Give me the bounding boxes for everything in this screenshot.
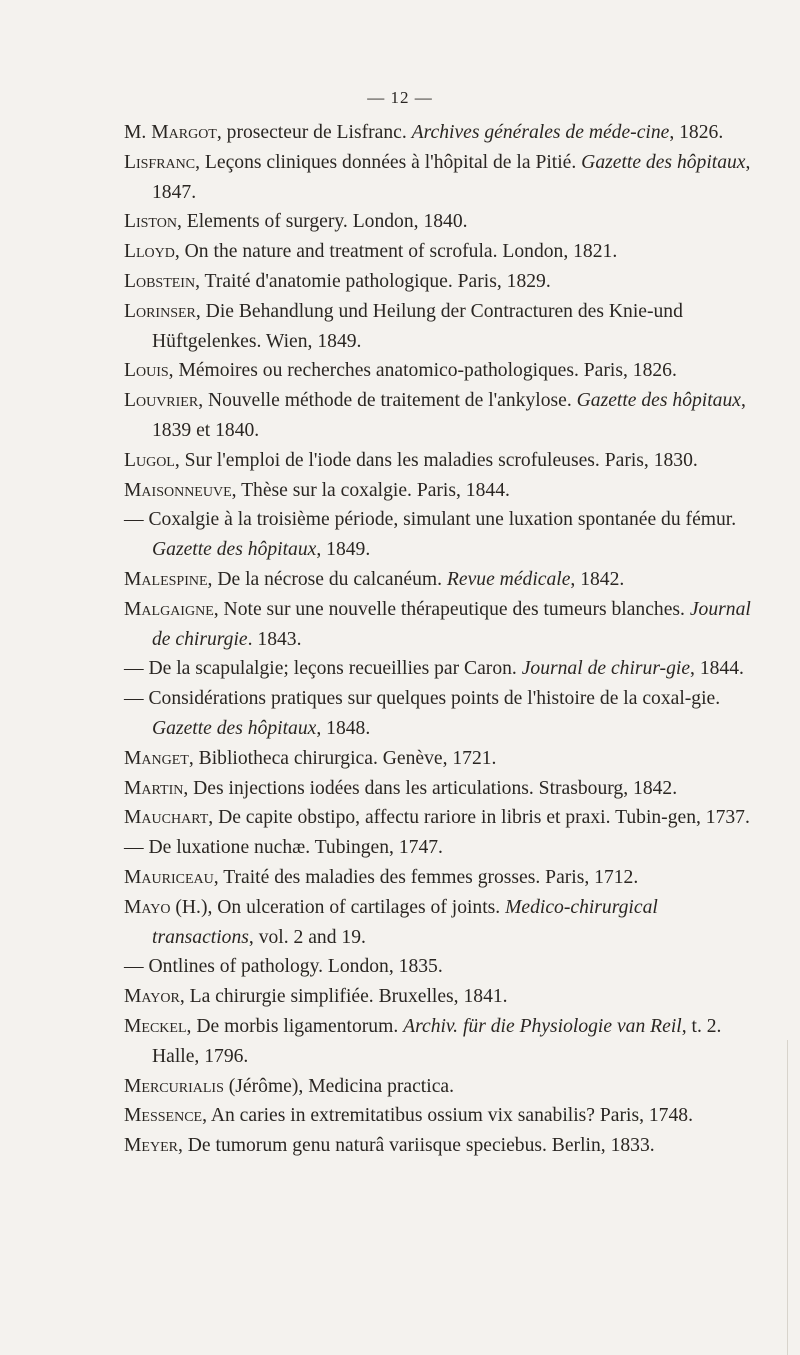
bibliography-entry: — De la scapulalgie; leçons recueillies par Caron. Journal de chirur-gie, 1844. <box>124 658 744 680</box>
bibliography-entry: Mayor, La chirurgie simplifiée. Bruxelles, 1841. <box>124 986 508 1008</box>
bibliography-entry: Mauchart, De capite obstipo, affectu rariore in libris et praxi. Tubin-gen, 1737. <box>124 807 750 829</box>
page-edge-line <box>787 1040 788 1355</box>
bibliography-entry: Mercurialis (Jérôme), Medicina practica. <box>124 1075 454 1097</box>
bibliography-entry: Lugol, Sur l'emploi de l'iode dans les maladies scrofuleuses. Paris, 1830. <box>124 449 698 471</box>
bibliography-entry: Louvrier, Nouvelle méthode de traitement de l'ankylose. Gazette des hôpitaux, 1839 et 1840. <box>124 390 746 441</box>
bibliography-entry: Manget, Bibliotheca chirurgica. Genève, 1721. <box>124 747 497 769</box>
bibliography-entry: Martin, Des injections iodées dans les articulations. Strasbourg, 1842. <box>124 777 678 799</box>
bibliography-entry: Malespine, De la nécrose du calcanéum. Revue médicale, 1842. <box>124 568 625 590</box>
bibliography-list <box>124 118 760 1161</box>
bibliography-entry: Mayo (H.), On ulceration of cartilages of joints. Medico-chirurgical transactions, vol. 2 and 19. <box>124 896 658 948</box>
bibliography-entry: Maisonneuve, Thèse sur la coxalgie. Paris, 1844. <box>124 479 510 501</box>
bibliography-entry: Meckel, De morbis ligamentorum. Archiv. für die Physiologie van Reil, t. 2. Halle, 1796. <box>124 1015 722 1067</box>
bibliography-entry: Louis, Mémoires ou recherches anatomico-pathologiques. Paris, 1826. <box>124 360 677 382</box>
bibliography-entry: — De luxatione nuchæ. Tubingen, 1747. <box>124 837 443 859</box>
bibliography-entry: Lobstein, Traité d'anatomie pathologique. Paris, 1829. <box>124 270 551 292</box>
bibliography-entry: — Considérations pratiques sur quelques points de l'histoire de la coxal-gie. Gazette des hôpitaux, 1848. <box>124 688 721 739</box>
bibliography-entry: Messence, An caries in extremitatibus ossium vix sanabilis? Paris, 1748. <box>124 1105 693 1127</box>
bibliography-entry: Mauriceau, Traité des maladies des femmes grosses. Paris, 1712. <box>124 866 639 888</box>
bibliography-entry: — Coxalgie à la troisième période, simulant une luxation spontanée du fémur. Gazette des hôpitaux, 1849. <box>124 509 737 561</box>
bibliography-entry: Lisfranc, Leçons cliniques données à l'hôpital de la Pitié. Gazette des hôpitaux, 1847. <box>124 151 751 203</box>
bibliography-entry: Malgaigne, Note sur une nouvelle thérapeutique des tumeurs blanches. Journal de chirurgie. 1843. <box>124 598 751 650</box>
bibliography-entry: Liston, Elements of surgery. London, 1840. <box>124 211 468 233</box>
bibliography-entry: Lorinser, Die Behandlung und Heilung der Contracturen des Knie-und Hüftgelenkes. Wien, 1849. <box>124 300 683 352</box>
bibliography-entry: — Ontlines of pathology. London, 1835. <box>124 956 443 978</box>
page-number: — 12 — <box>367 88 433 107</box>
bibliography-entry: M. Margot, prosecteur de Lisfranc. Archives générales de méde-cine, 1826. <box>124 122 724 143</box>
bibliography-entry: Meyer, De tumorum genu naturâ variisque speciebus. Berlin, 1833. <box>124 1135 655 1157</box>
bibliography-entry: Lloyd, On the nature and treatment of scrofula. London, 1821. <box>124 241 618 263</box>
